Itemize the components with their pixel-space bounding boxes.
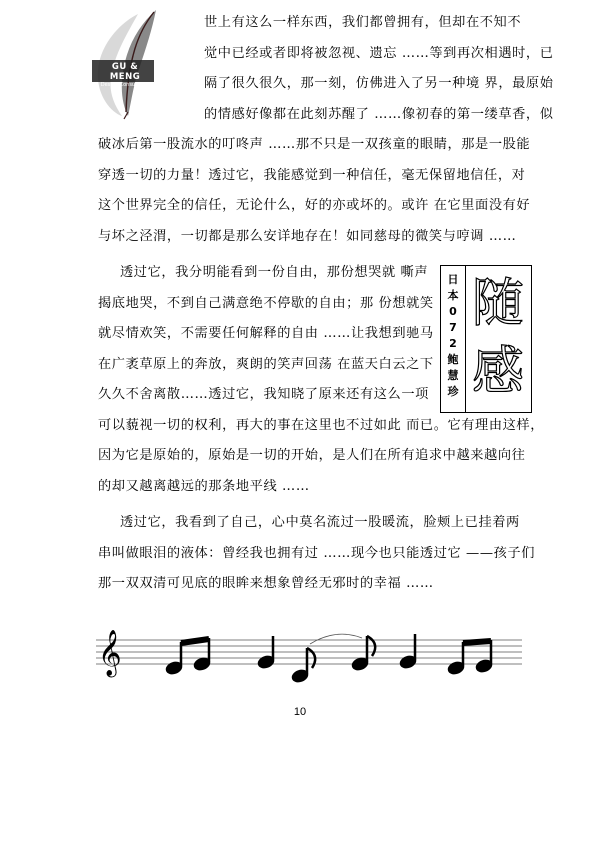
sidebar-divider: [465, 266, 466, 412]
author-char: 珍: [447, 385, 459, 398]
paragraph-3-line: 串叫做眼泪的液体：曾经我也拥有过 ……现今也只能透过它 ——孩子们: [98, 545, 535, 561]
paragraph-3-line: 透过它，我看到了自己，心中莫名流过一股暖流，脸颊上已挂着两: [120, 515, 520, 530]
paragraph-3: [98, 508, 535, 600]
paragraph-1-line: 穿透一切的力量！透过它，我能感觉到一种信任，毫无保留地信任，对: [98, 167, 526, 183]
paragraph-2-line: 在广袤草原上的奔放，爽朗的笑声回荡 在蓝天白云之下: [98, 356, 434, 372]
paragraph-1: [98, 8, 554, 252]
title-char: 感: [471, 342, 524, 402]
paragraph-1-line: 世上有这么一样东西，我们都曾拥有，但却在不知不: [204, 15, 522, 30]
paragraph-2-line: 揭底地哭，不到自己满意绝不停歇的自由；那 份想就笑: [98, 295, 434, 311]
logo-subtitle: Design Consultants: [100, 82, 150, 88]
treble-clef-icon: 𝄞: [98, 630, 122, 676]
author-char: 慧: [447, 369, 459, 382]
author-char: 日: [447, 273, 459, 286]
paragraph-1-line: 这个世界完全的信任，无论什么，好的亦或坏的。或许 在它里面没有好: [98, 198, 531, 213]
paragraph-2-line: 的却又越离越远的那条地平线 ……: [98, 478, 310, 494]
paragraph-1-line: 的情感好像都在此刻苏醒了 ……像初春的第一缕草香，似: [204, 106, 554, 122]
paragraph-2-line: 可以藐视一切的权利，再大的事在这里也不过如此 而已。它有理由这样，: [98, 417, 544, 433]
paragraph-2-line: 久久不舍离散……透过它，我知晓了原来还有这么一项: [98, 387, 429, 402]
music-notes-icon: [96, 618, 522, 690]
paragraph-1-line: 觉中已经或者即将被忽视、遗忘 ……等到再次相遇时，已: [204, 45, 554, 61]
paragraph-2-line: 因为它是原始的，原始是一切的开始，是人们在所有追求中越来越向往: [98, 448, 526, 463]
paragraph-1-line: 破冰后第一股流水的叮咚声 ……那不只是一双孩童的眼睛，那是一股能: [98, 137, 531, 152]
paragraph-1-line: 与坏之泾渭，一切都是那么安详地存在！如同慈母的微笑与哼调 ……: [98, 228, 517, 244]
logo-name: GU & MENG: [109, 62, 141, 82]
author-vertical-text: [444, 272, 462, 400]
author-char: 7: [449, 321, 457, 334]
paragraph-2-line: 就尽情欢笑，不需要任何解释的自由 ……让我想到驰马: [98, 326, 434, 341]
title-char: 随: [471, 274, 524, 334]
author-char: 2: [449, 337, 457, 350]
paragraph-2-line: 透过它，我分明能看到一份自由，那份想哭就 嘶声: [120, 265, 429, 280]
author-char: 鲍: [447, 353, 459, 366]
author-char: 本: [447, 289, 459, 302]
author-char: 0: [449, 305, 457, 318]
music-staff-decoration: [96, 618, 522, 690]
title-sidebar: [440, 265, 532, 413]
paragraph-1-line: 隔了很久很久，那一刻，仿佛进入了另一种境 界，最原始: [204, 76, 554, 91]
essay-title-vertical: [469, 270, 527, 406]
page-number: 10: [293, 706, 307, 718]
paragraph-3-line: 那一双双清可见底的眼眸来想象曾经无邪时的幸福 ……: [98, 576, 434, 591]
